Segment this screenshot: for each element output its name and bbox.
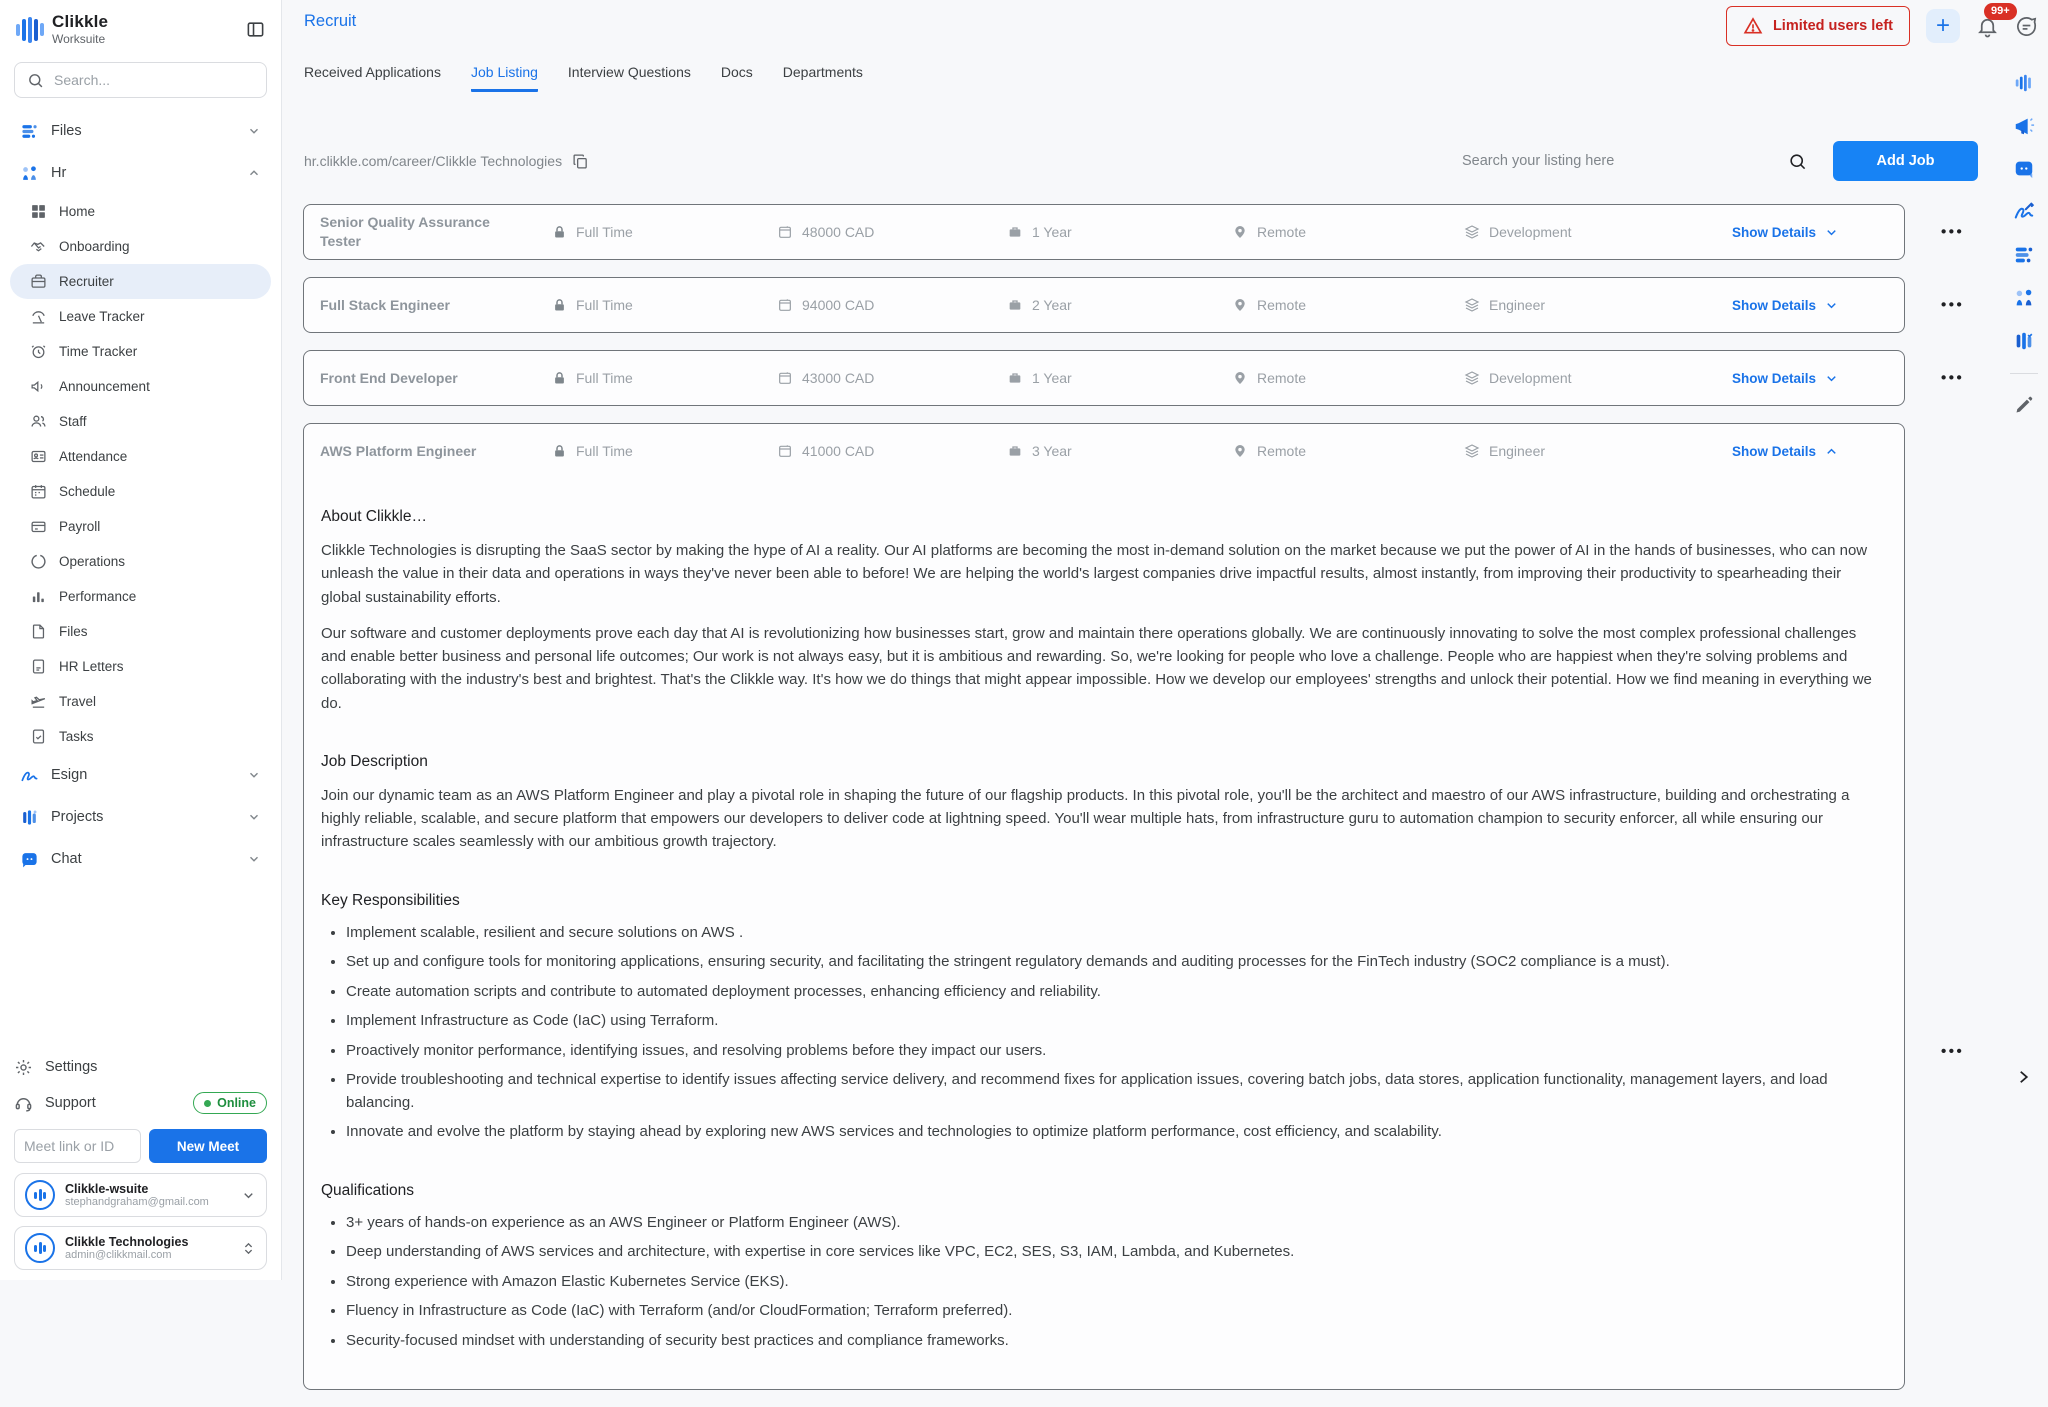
briefcase-icon <box>1007 443 1023 459</box>
sidebar-item-tasks[interactable]: Tasks <box>10 719 271 754</box>
account-switcher-org[interactable]: Clikkle Technologies admin@clikkmail.com <box>14 1226 267 1270</box>
beach-umbrella-icon <box>30 308 47 325</box>
lock-icon <box>552 371 567 386</box>
workspace-avatar <box>25 1180 55 1210</box>
gear-icon <box>14 1058 33 1077</box>
about-paragraph-1: Clikkle Technologies is disrupting the SaaS sector by making the hype of AI a reality. Our AI platforms are becoming the most in-demand solution on the market because we put the power of AI in the hands of businesses, who can now unleash the value in their data and operations in ways they've never been able to before! We are helping the world's largest companies drive impactful results, almost instantly, from improving their productivity to spearheading their global sustainability efforts. <box>321 539 1874 609</box>
tab-received-applications[interactable]: Received Applications <box>304 64 441 92</box>
list-item: • Provide troubleshooting and technical expertise to identify issues affecting service delivery, and recommend fixes for application issues, covering batch jobs, data stores, application functionality, management layers, and load balancing. <box>346 1069 1874 1114</box>
show-details-button[interactable]: Show Details <box>1732 371 1904 386</box>
job-type: Full Time <box>552 370 777 386</box>
list-item: • Implement Infrastructure as Code (IaC) using Terraform. <box>346 1010 1874 1033</box>
rail-collapse-chevron[interactable] <box>2014 1068 2032 1086</box>
sidebar-nav <box>0 108 281 1043</box>
new-meet-button[interactable]: New Meet <box>149 1129 267 1163</box>
tab-interview-questions[interactable]: Interview Questions <box>568 64 691 92</box>
warning-triangle-icon <box>1743 16 1763 36</box>
id-card-icon <box>30 448 47 465</box>
job-title: Senior Quality Assurance Tester <box>320 205 552 259</box>
list-item: • Innovate and evolve the platform by staying ahead by exploring new AWS services and technologies to optimize platform performance, cost efficiency, and scalability. <box>346 1121 1874 1144</box>
sidebar-item-recruiter[interactable]: Recruiter <box>10 264 271 299</box>
job-location: Remote <box>1232 224 1464 240</box>
home-grid-icon <box>30 203 47 220</box>
sidebar-item-operations[interactable]: Operations <box>10 544 271 579</box>
clikkle-logo-icon <box>16 16 44 44</box>
job-experience: 1 Year <box>1007 224 1232 240</box>
layers-icon <box>1464 443 1480 459</box>
speaker-icon <box>30 378 47 395</box>
show-details-button[interactable]: Show Details <box>1732 225 1904 240</box>
chevron-up-icon <box>247 166 261 180</box>
rail-edit-pencil-icon[interactable] <box>2014 395 2034 415</box>
job-detail <box>304 478 1904 1389</box>
job-location: Remote <box>1232 297 1464 313</box>
sidebar-item-attendance[interactable]: Attendance <box>10 439 271 474</box>
job-category: Engineer <box>1464 443 1732 459</box>
hr-app-icon <box>20 164 39 183</box>
rail-hr-icon[interactable] <box>2013 287 2035 309</box>
chevron-down-icon <box>247 852 261 866</box>
job-salary: 48000 CAD <box>777 224 1007 240</box>
sidebar-item-chat[interactable]: Chat <box>10 838 271 880</box>
listing-search-input[interactable] <box>1462 153 1762 169</box>
list-item: • Strong experience with Amazon Elastic Kubernetes Service (EKS). <box>346 1271 1874 1294</box>
rail-files-icon[interactable] <box>2013 244 2035 266</box>
job-type: Full Time <box>552 224 777 240</box>
lock-icon <box>552 298 567 313</box>
calendar-icon <box>777 443 793 459</box>
briefcase-icon <box>1007 370 1023 386</box>
sidebar-search-input[interactable] <box>14 62 267 98</box>
copy-icon[interactable] <box>572 153 589 170</box>
handshake-icon <box>30 238 47 255</box>
chevron-down-icon <box>1824 298 1839 313</box>
sidebar-item-hr-letters[interactable]: HR Letters <box>10 649 271 684</box>
list-item: • Security-focused mindset with understanding of security best practices and compliance frameworks. <box>346 1330 1874 1353</box>
job-category: Development <box>1464 370 1732 386</box>
payroll-card-icon <box>30 518 47 535</box>
layers-icon <box>1464 224 1480 240</box>
sidebar-item-projects[interactable]: Projects <box>10 796 271 838</box>
job-description-heading: Job Description <box>321 753 1874 771</box>
tab-docs[interactable]: Docs <box>721 64 753 92</box>
chevron-up-icon <box>1824 444 1839 459</box>
sidebar-item-staff[interactable]: Staff <box>10 404 271 439</box>
tab-departments[interactable]: Departments <box>783 64 863 92</box>
sidebar-collapse-icon[interactable] <box>246 20 265 39</box>
meet-link-input[interactable] <box>14 1129 141 1163</box>
job-row-expanded <box>303 423 2003 1390</box>
notification-count-badge: 99+ <box>1984 3 2017 20</box>
job-salary: 43000 CAD <box>777 370 1007 386</box>
job-experience: 1 Year <box>1007 370 1232 386</box>
headset-icon <box>14 1094 33 1113</box>
list-item: • Create automation scripts and contribute to automated deployment processes, enhancing efficiency and reliability. <box>346 981 1874 1004</box>
sidebar-footer <box>0 1043 281 1280</box>
settings-button[interactable]: Settings <box>14 1049 267 1085</box>
sidebar-item-files-hr[interactable]: Files <box>10 614 271 649</box>
lock-icon <box>552 225 567 240</box>
list-item: • 3+ years of hands-on experience as an AWS Engineer or Platform Engineer (AWS). <box>346 1212 1874 1235</box>
about-heading: About Clikkle… <box>321 508 1874 526</box>
sidebar-item-hr[interactable]: Hr <box>10 152 271 194</box>
app-rail <box>2000 56 2048 1280</box>
job-row <box>303 204 2003 260</box>
list-item: • Set up and configure tools for monitoring applications, ensuring security, and facilitating the stringent regulatory demands and auditing processes for the FinTech industry (SOC2 compliance is a must). <box>346 951 1874 974</box>
qualifications-heading: Qualifications <box>321 1182 1874 1200</box>
account-switcher-workspace[interactable]: Clikkle-wsuite stephandgraham@gmail.com <box>14 1173 267 1217</box>
tab-job-listing[interactable]: Job Listing <box>471 64 538 92</box>
list-item: • Deep understanding of AWS services and architecture, with expertise in core services like VPC, EC2, SES, S3, IAM, Lambda, and Kubernetes. <box>346 1241 1874 1264</box>
chevron-down-icon <box>247 124 261 138</box>
job-menu-button[interactable]: ••• <box>1941 370 1964 387</box>
job-title: Full Stack Engineer <box>320 288 552 323</box>
job-title: AWS Platform Engineer <box>320 434 552 469</box>
chevron-down-icon <box>247 768 261 782</box>
calendar-icon <box>777 297 793 313</box>
key-responsibilities-heading: Key Responsibilities <box>321 892 1874 910</box>
chevron-up-down-icon <box>241 1241 256 1256</box>
qualifications-list <box>321 1212 1874 1353</box>
rail-divider <box>2010 373 2038 374</box>
limited-users-button[interactable]: Limited users left <box>1726 6 1910 46</box>
lock-icon <box>552 444 567 459</box>
job-category: Engineer <box>1464 297 1732 313</box>
layers-icon <box>1464 297 1480 313</box>
operations-icon <box>30 553 47 570</box>
job-menu-button[interactable]: ••• <box>1941 297 1964 314</box>
main-content <box>282 0 2048 1280</box>
feedback-chat-button[interactable] <box>2015 15 2038 38</box>
job-category: Development <box>1464 224 1732 240</box>
projects-app-icon <box>20 808 39 827</box>
sidebar-item-time-tracker[interactable]: Time Tracker <box>10 334 271 369</box>
brand-name: Clikkle <box>52 12 108 31</box>
about-paragraph-2: Our software and customer deployments prove each day that AI is revolutionizing how businesses start, grow and maintain there operations globally. We are continuously innovating to solve the most complex professional challenges and enable better business and personal life outcomes; Our work is not always easy, but it is ambitious and rewarding. So, we're looking for people who love a challenge. People who are happiest when they're solving problems and collaborating with the industry's best and brightest. That's the Clikkle way. It's how we do things that might appear impossible. How we develop our employees' strengths and unlock their potential. How we find meaning in everything we do. <box>321 622 1874 715</box>
add-job-button[interactable]: Add Job <box>1833 141 1978 181</box>
job-title: Front End Developer <box>320 361 552 396</box>
chevron-down-icon <box>241 1188 256 1203</box>
support-button[interactable]: Support Online <box>14 1085 267 1121</box>
document-icon <box>30 623 47 640</box>
list-item: • Fluency in Infrastructure as Code (IaC) with Terraform (and/or CloudFormation; Terraform preferred). <box>346 1300 1874 1323</box>
briefcase-icon <box>1007 297 1023 313</box>
briefcase-icon <box>1007 224 1023 240</box>
chat-app-icon <box>20 850 39 869</box>
list-item: • Proactively monitor performance, identifying issues, and resolving problems before they impact our users. <box>346 1040 1874 1063</box>
career-url: hr.clikkle.com/career/Clikkle Technologies <box>304 153 589 170</box>
plane-icon <box>30 693 47 710</box>
location-pin-icon <box>1232 297 1248 313</box>
job-salary: 41000 CAD <box>777 443 1007 459</box>
key-responsibilities-list <box>321 922 1874 1144</box>
files-app-icon <box>20 122 39 141</box>
add-button[interactable]: + <box>1926 9 1960 43</box>
support-online-badge: Online <box>193 1092 267 1114</box>
sidebar-item-files[interactable]: Files <box>10 110 271 152</box>
location-pin-icon <box>1232 370 1248 386</box>
calendar-icon <box>777 370 793 386</box>
bar-chart-icon <box>30 588 47 605</box>
online-dot-icon <box>204 1100 211 1107</box>
sidebar-item-schedule[interactable]: Schedule <box>10 474 271 509</box>
job-row <box>303 350 2003 406</box>
sidebar-item-home[interactable]: Home <box>10 194 271 229</box>
recruit-tabs <box>304 64 863 92</box>
sidebar-item-performance[interactable]: Performance <box>10 579 271 614</box>
job-salary: 94000 CAD <box>777 297 1007 313</box>
briefcase-icon <box>30 273 47 290</box>
notifications-button[interactable] <box>1976 15 1999 38</box>
location-pin-icon <box>1232 443 1248 459</box>
org-avatar <box>25 1233 55 1263</box>
job-row <box>303 277 2003 333</box>
list-item: • Implement scalable, resilient and secure solutions on AWS . <box>346 922 1874 945</box>
sidebar-item-esign[interactable]: Esign <box>10 754 271 796</box>
rail-esign-icon[interactable] <box>2013 201 2035 223</box>
sidebar-item-onboarding[interactable]: Onboarding <box>10 229 271 264</box>
job-experience: 2 Year <box>1007 297 1232 313</box>
rail-clikkle-icon[interactable] <box>2013 72 2035 94</box>
rail-chat-icon[interactable] <box>2013 158 2035 180</box>
location-pin-icon <box>1232 224 1248 240</box>
search-icon <box>27 72 44 89</box>
job-menu-button[interactable]: ••• <box>1941 224 1964 241</box>
rail-campaigns-icon[interactable] <box>2013 115 2035 137</box>
search-icon[interactable] <box>1788 152 1807 171</box>
chevron-down-icon <box>1824 371 1839 386</box>
letter-document-icon <box>30 658 47 675</box>
job-experience: 3 Year <box>1007 443 1232 459</box>
job-description-paragraph: Join our dynamic team as an AWS Platform Engineer and play a pivotal role in shaping the future of our flagship products. In this pivotal role, you'll be the architect and maestro of our AWS infrastructure, building and orchestrating a highly reliable, scalable, and secure platform that empowers our developers to deliver code at lightning speed. You'll wear multiple hats, from infrastructure guru to automation champion to security enforcer, all while ensuring our infrastructure scales seamlessly with our ambitious growth trajectory. <box>321 784 1874 854</box>
rail-projects-icon[interactable] <box>2013 330 2035 352</box>
sidebar-search-placeholder: Search... <box>54 72 110 88</box>
people-icon <box>30 413 47 430</box>
sidebar-item-leave-tracker[interactable]: Leave Tracker <box>10 299 271 334</box>
layers-icon <box>1464 370 1480 386</box>
page-title: Recruit <box>304 12 356 31</box>
esign-pen-icon <box>20 766 39 785</box>
alarm-clock-icon <box>30 343 47 360</box>
sidebar-item-announcement[interactable]: Announcement <box>10 369 271 404</box>
hide-details-button[interactable]: Show Details <box>1732 444 1904 459</box>
task-check-icon <box>30 728 47 745</box>
brand-suite: Worksuite <box>52 32 108 46</box>
job-menu-button[interactable]: ••• <box>1941 1043 1964 1060</box>
job-type: Full Time <box>552 297 777 313</box>
calendar-icon <box>30 483 47 500</box>
sidebar <box>0 0 282 1280</box>
calendar-icon <box>777 224 793 240</box>
show-details-button[interactable]: Show Details <box>1732 298 1904 313</box>
chevron-down-icon <box>247 810 261 824</box>
sidebar-item-payroll[interactable]: Payroll <box>10 509 271 544</box>
job-type: Full Time <box>552 443 777 459</box>
sidebar-item-travel[interactable]: Travel <box>10 684 271 719</box>
job-location: Remote <box>1232 370 1464 386</box>
chevron-down-icon <box>1824 225 1839 240</box>
chat-bubble-icon <box>2015 15 2038 38</box>
job-location: Remote <box>1232 443 1464 459</box>
